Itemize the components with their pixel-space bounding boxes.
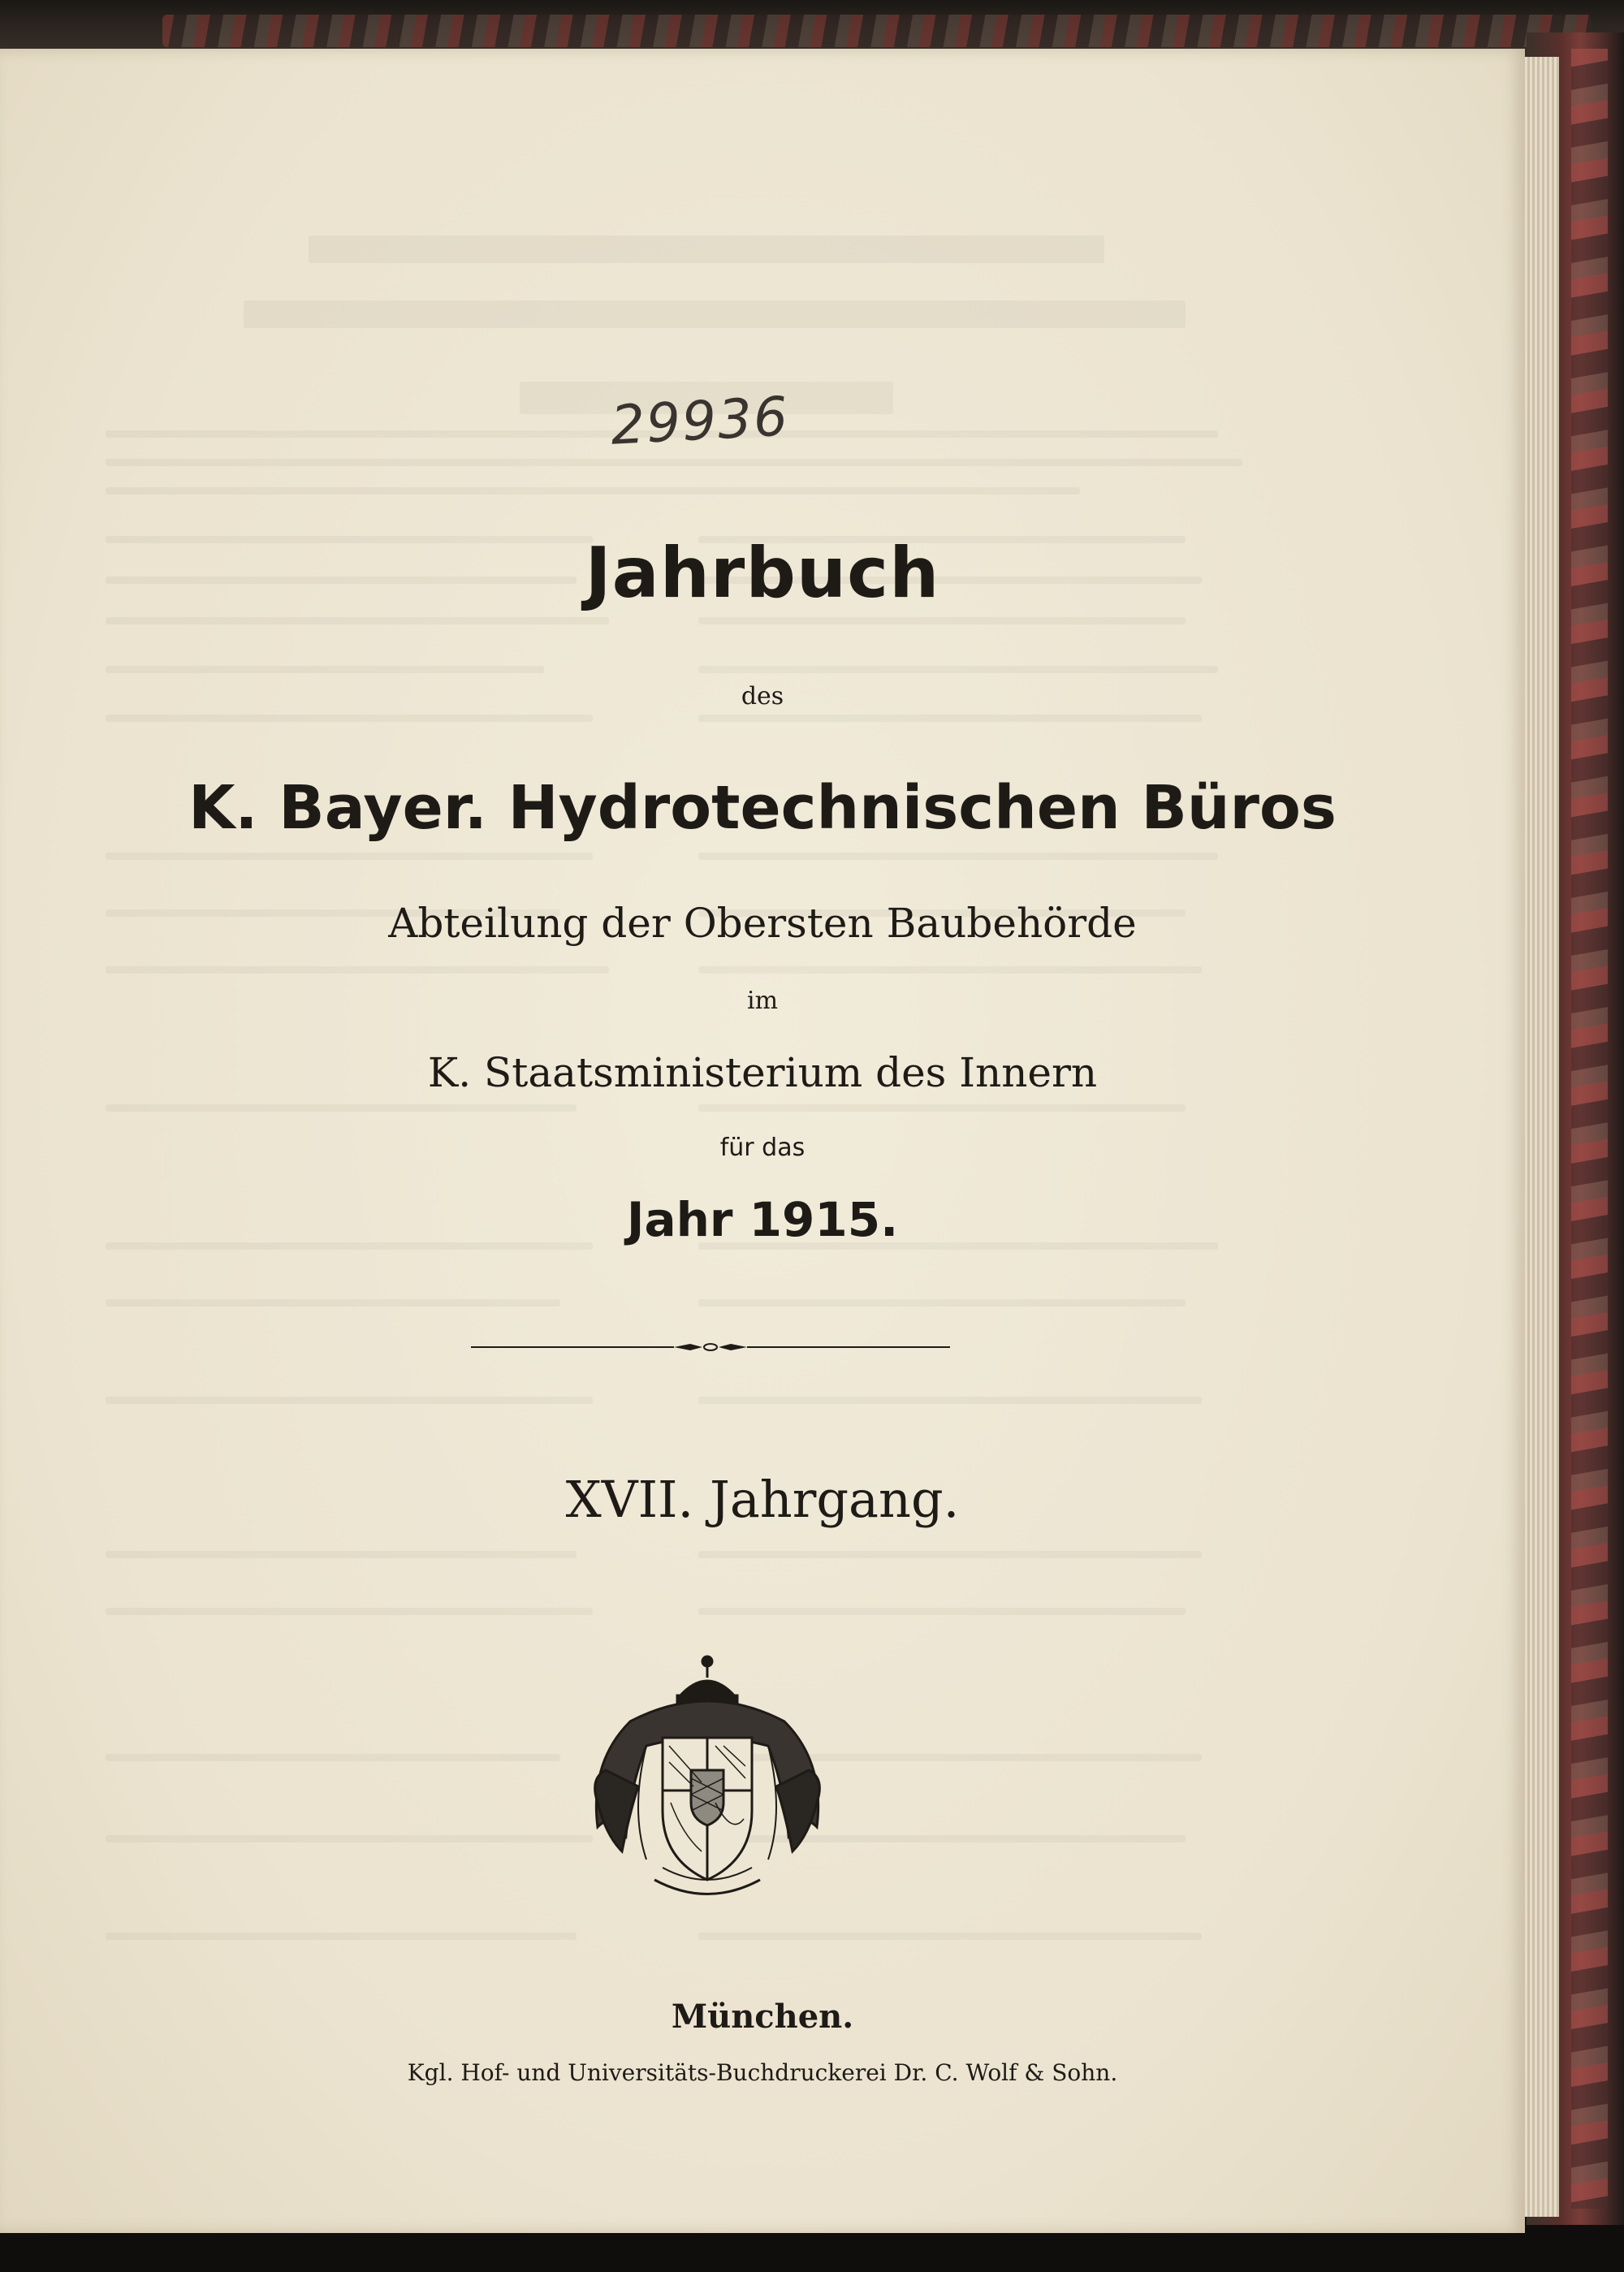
title-page (0, 49, 1525, 2233)
marbled-edge-right (1571, 49, 1608, 2209)
volume-number: XVII. Jahrgang. (565, 1470, 960, 1529)
preposition-text: im (746, 987, 779, 1015)
department-name: Abteilung der Obersten Baubehörde (388, 900, 1137, 947)
book-title: Jahrbuch (585, 533, 940, 614)
ornamental-divider (471, 1343, 950, 1351)
bavarian-coat-of-arms-icon (581, 1648, 833, 1908)
for-the-text: für das (719, 1134, 806, 1162)
year-heading: Jahr 1915. (626, 1192, 899, 1247)
handwritten-accession-number: 29936 (609, 385, 791, 457)
marbled-edge-top (162, 15, 1592, 47)
printer-imprint: Kgl. Hof- und Universitäts-Buchdruckerei Dr. C. Wolf & Sohn. (407, 2059, 1118, 2086)
title-connector: des (741, 682, 784, 711)
ministry-name: K. Staatsministerium des Innern (427, 1049, 1098, 1096)
office-name: K. Bayer. Hydrotechnischen Büros (188, 773, 1337, 843)
publication-city: München. (671, 1998, 854, 2036)
